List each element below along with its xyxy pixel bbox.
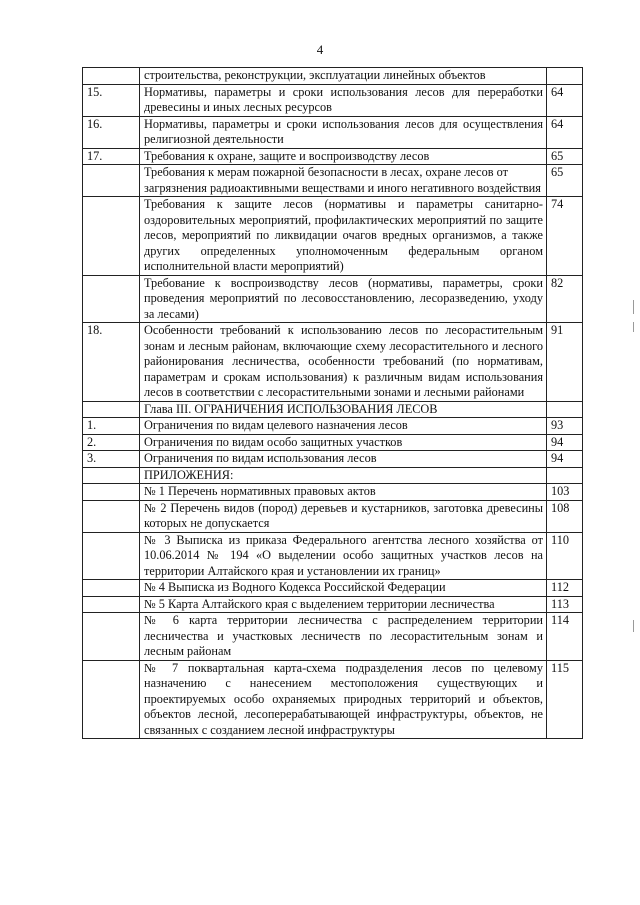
page-ref: 64: [547, 116, 583, 148]
section-number: [83, 500, 140, 532]
section-number: [83, 596, 140, 613]
section-number: [83, 275, 140, 323]
section-number: 16.: [83, 116, 140, 148]
scan-edge-mark: [633, 620, 634, 632]
appendix-title: № 7 поквартальная карта-схема подразделения лесов по целевому назначению с нанесением местоположения существующих и проектируемых особо охраняемых природных территорий и объектов, объектов лесной, лесоперерабатывающей инфраструктуры, объектов, не связанных с созданием лесной инфраструктуры: [140, 660, 547, 739]
appendix-title: № 6 карта территории лесничества с распределением территории лесничества и участковых лесничеств по лесорастительным зонам и лесным районам: [140, 613, 547, 661]
section-number: [83, 613, 140, 661]
page-ref: 114: [547, 613, 583, 661]
page-ref: 115: [547, 660, 583, 739]
appendix-title: № 5 Карта Алтайского края с выделением территории лесничества: [140, 596, 547, 613]
section-number: 2.: [83, 434, 140, 451]
section-title: Требования к мерам пожарной безопасности в лесах, охране лесов от загрязнения радиоактивными веществами и иного негативного воздействия: [140, 165, 547, 197]
section-number: [83, 467, 140, 484]
table-row: [83, 197, 583, 276]
section-number: [83, 532, 140, 580]
section-title: Требование к воспроизводству лесов (нормативы, параметры, сроки проведения мероприятий по лесовосстановлению, лесоразведению, уходу за лесами): [140, 275, 547, 323]
table-of-contents: [82, 67, 583, 739]
section-number: [83, 580, 140, 597]
page-ref: 94: [547, 434, 583, 451]
page-ref: 74: [547, 197, 583, 276]
appendix-title: № 1 Перечень нормативных правовых актов: [140, 484, 547, 501]
appendix-title: № 2 Перечень видов (пород) деревьев и кустарников, заготовка древесины которых не допускается: [140, 500, 547, 532]
appendix-title: № 4 Выписка из Водного Кодекса Российской Федерации: [140, 580, 547, 597]
page-ref: 93: [547, 418, 583, 435]
table-row: [83, 116, 583, 148]
section-title: строительства, реконструкции, эксплуатации линейных объектов: [140, 68, 547, 85]
table-row: [83, 323, 583, 402]
table-row: [83, 660, 583, 739]
page-ref: 103: [547, 484, 583, 501]
section-number: 1.: [83, 418, 140, 435]
table-row: [83, 500, 583, 532]
table-row: [83, 467, 583, 484]
table-row: [83, 148, 583, 165]
table-row: [83, 613, 583, 661]
page-ref: 108: [547, 500, 583, 532]
table-row: [83, 580, 583, 597]
section-number: 17.: [83, 148, 140, 165]
table-row: [83, 84, 583, 116]
table-row: [83, 434, 583, 451]
page-ref: 65: [547, 148, 583, 165]
table-row: [83, 451, 583, 468]
page-ref: 91: [547, 323, 583, 402]
section-number: [83, 197, 140, 276]
table-row: [83, 401, 583, 418]
page-ref: 113: [547, 596, 583, 613]
section-number: [83, 401, 140, 418]
section-number: [83, 660, 140, 739]
scan-edge-mark: [633, 322, 634, 332]
page-ref: 65: [547, 165, 583, 197]
section-number: [83, 68, 140, 85]
section-number: 15.: [83, 84, 140, 116]
section-number: 3.: [83, 451, 140, 468]
scan-edge-mark: [633, 300, 634, 314]
page-ref: [547, 68, 583, 85]
section-title: Ограничения по видам целевого назначения лесов: [140, 418, 547, 435]
section-title: Особенности требований к использованию лесов по лесорастительным зонам и лесным районам, включающие схему лесорастительного и лесного районирования лесничества, особенности требований (по нормативам, параметрам и срокам использования) к различным видам использования лесов в соответствии с лесорастительными зонами и лесными районами: [140, 323, 547, 402]
page-ref: [547, 467, 583, 484]
appendices-heading: ПРИЛОЖЕНИЯ:: [140, 467, 547, 484]
table-row: [83, 418, 583, 435]
table-row: [83, 596, 583, 613]
section-number: 18.: [83, 323, 140, 402]
section-number: [83, 165, 140, 197]
page-ref: 110: [547, 532, 583, 580]
section-title: Требования к защите лесов (нормативы и параметры санитарно-оздоровительных мероприятий, профилактических мероприятий по защите лесов, мероприятий по ликвидации очагов вредных организмов, а также других определенных уполномоченным федеральным органом исполнительной власти мероприятий): [140, 197, 547, 276]
page-ref: 82: [547, 275, 583, 323]
table-row: [83, 532, 583, 580]
page-number: 4: [316, 42, 324, 57]
page-ref: 94: [547, 451, 583, 468]
table-row: [83, 484, 583, 501]
appendix-title: № 3 Выписка из приказа Федерального агентства лесного хозяйства от 10.06.2014 № 194 «О выделении особо защитных участков лесов на территории Алтайского края и установлении их границ»: [140, 532, 547, 580]
page-ref: 112: [547, 580, 583, 597]
table-row: [83, 68, 583, 85]
chapter-heading: Глава III. ОГРАНИЧЕНИЯ ИСПОЛЬЗОВАНИЯ ЛЕСОВ: [140, 401, 547, 418]
section-title: Ограничения по видам использования лесов: [140, 451, 547, 468]
page-ref: 64: [547, 84, 583, 116]
section-title: Требования к охране, защите и воспроизводству лесов: [140, 148, 547, 165]
table-row: [83, 165, 583, 197]
section-title: Нормативы, параметры и сроки использования лесов для переработки древесины и иных лесных ресурсов: [140, 84, 547, 116]
section-title: Нормативы, параметры и сроки использования лесов для осуществления религиозной деятельности: [140, 116, 547, 148]
table-row: [83, 275, 583, 323]
section-number: [83, 484, 140, 501]
section-title: Ограничения по видам особо защитных участков: [140, 434, 547, 451]
page-ref: [547, 401, 583, 418]
